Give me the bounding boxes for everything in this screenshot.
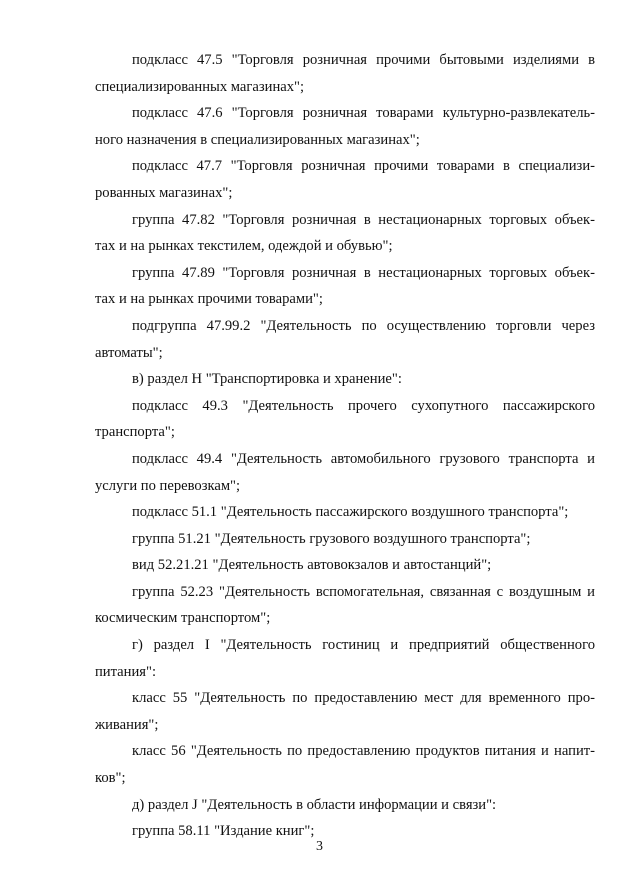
paragraph-group-47-82: [95, 207, 595, 260]
paragraph-continuation-line: транспорта";: [95, 424, 175, 441]
paragraph-continuation-line: услуги по перевозкам";: [95, 477, 241, 494]
paragraph-first-line: подкласс 47.5 "Торговля розничная прочими бытовыми изделиями в: [132, 52, 595, 68]
paragraph-first-line: вид 52.21.21 "Деятельность автовокзалов и автостанций";: [132, 557, 492, 574]
paragraph-first-line: д) раздел J "Деятельность в области информации и связи":: [132, 796, 497, 813]
paragraph-class-56: [95, 738, 595, 791]
paragraph-group-47-89: [95, 260, 595, 313]
paragraph-continuation-line: питания":: [95, 663, 156, 680]
paragraph-continuation-line: ков";: [95, 770, 126, 787]
paragraph-section-h: [95, 366, 595, 393]
paragraph-first-line: группа 52.23 "Деятельность вспомогательная, связанная с воздушным и: [132, 583, 595, 600]
paragraph-first-line: г) раздел I "Деятельность гостиниц и предприятий общественного: [132, 637, 595, 654]
paragraph-continuation-line: ного назначения в специализированных магазинах";: [95, 131, 420, 148]
paragraph-first-line: класс 55 "Деятельность по предоставлению мест для временного про-: [132, 690, 595, 707]
paragraph-subclass-47-7: [95, 153, 595, 206]
paragraph-subclass-49-3: [95, 393, 595, 446]
paragraph-first-line: подкласс 47.7 "Торговля розничная прочими товарами в специализи-: [132, 158, 595, 175]
paragraph-first-line: в) раздел Н "Транспортировка и хранение":: [132, 371, 402, 388]
paragraph-section-i: [95, 632, 595, 685]
paragraph-first-line: подкласс 49.4 "Деятельность автомобильного грузового транспорта и: [132, 450, 595, 467]
paragraph-first-line: класс 56 "Деятельность по предоставлению продуктов питания и напит-: [132, 743, 595, 760]
paragraph-subclass-51-1: [95, 499, 595, 526]
paragraph-first-line: группа 47.89 "Торговля розничная в нестационарных торговых объек-: [132, 264, 595, 281]
document-page: [95, 47, 595, 845]
paragraph-continuation-line: рованных магазинах";: [95, 184, 233, 201]
paragraph-group-52-23: [95, 579, 595, 632]
paragraph-continuation-line: тах и на рынках текстилем, одеждой и обувью";: [95, 238, 393, 255]
paragraph-first-line: группа 47.82 "Торговля розничная в нестационарных торговых объек-: [132, 211, 595, 228]
paragraph-first-line: подгруппа 47.99.2 "Деятельность по осуществлению торговли через: [132, 317, 595, 334]
paragraph-continuation-line: космическим транспортом";: [95, 610, 271, 627]
document-body: [95, 47, 595, 845]
paragraph-subclass-47-6: [95, 100, 595, 153]
paragraph-class-55: [95, 685, 595, 738]
paragraph-subclass-49-4: [95, 446, 595, 499]
paragraph-first-line: группа 51.21 "Деятельность грузового воздушного транспорта";: [132, 530, 531, 547]
paragraph-first-line: подкласс 47.6 "Торговля розничная товарами культурно-развлекатель-: [132, 105, 595, 122]
paragraph-continuation-line: живания";: [95, 716, 159, 733]
page-number: 3: [316, 839, 323, 854]
paragraph-group-51-21: [95, 526, 595, 553]
paragraph-section-j: [95, 792, 595, 819]
paragraph-first-line: подкласс 51.1 "Деятельность пассажирского воздушного транспорта";: [132, 504, 569, 521]
paragraph-subclass-47-5: [95, 47, 595, 100]
paragraph-continuation-line: специализированных магазинах";: [95, 78, 305, 95]
paragraph-first-line: подкласс 49.3 "Деятельность прочего сухопутного пассажирского: [132, 397, 595, 414]
paragraph-continuation-line: тах и на рынках прочими товарами";: [95, 291, 323, 308]
paragraph-kind-52-21-21: [95, 552, 595, 579]
paragraph-subgroup-47-99-2: [95, 313, 595, 366]
paragraph-first-line: группа 58.11 "Издание книг";: [132, 823, 315, 840]
paragraph-continuation-line: автоматы";: [95, 344, 163, 361]
